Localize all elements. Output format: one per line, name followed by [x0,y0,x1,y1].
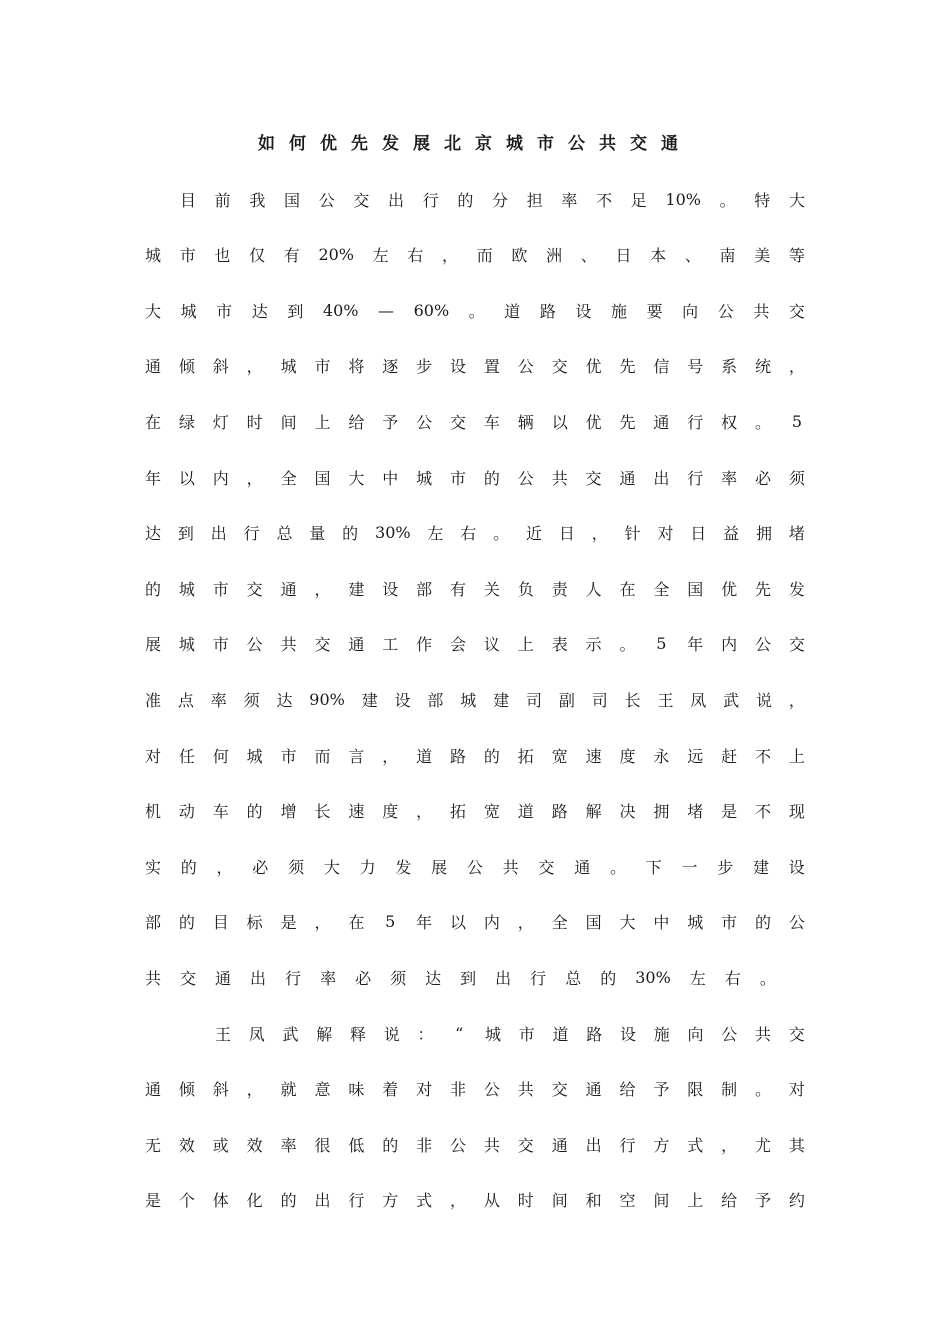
text-line: 准 点 率 须 达 90% 建 设 部 城 建 司 副 司 长 王 凤 武 说 ， [145,689,805,710]
text-line: 共 交 通 出 行 率 必 须 达 到 出 行 总 的 30% 左 右 。 [145,967,776,988]
text-line: 实 的 ， 必 须 大 力 发 展 公 共 交 通 。 下 一 步 建 设 [145,857,805,877]
text-line: 机 动 车 的 增 长 速 度 ， 拓 宽 道 路 解 决 拥 堵 是 不 现 [145,802,805,822]
text-line: 通 倾 斜 ， 城 市 将 逐 步 设 置 公 交 优 先 信 号 系 统 ， [145,357,805,377]
text-line: 的 城 市 交 通 ， 建 设 部 有 关 负 责 人 在 全 国 优 先 发 [145,579,805,599]
text-line: 是 个 体 化 的 出 行 方 式 ， 从 时 间 和 空 间 上 给 予 约 [145,1191,805,1211]
text-line: 展 城 市 公 共 交 通 工 作 会 议 上 表 示 。 5 年 内 公 交 [145,634,805,655]
document-title: 如何优先发展北京城市公共交通 [258,134,692,154]
text-line: 无 效 或 效 率 很 低 的 非 公 共 交 通 出 行 方 式 ， 尤 其 [145,1135,805,1155]
text-line: 达 到 出 行 总 量 的 30% 左 右 。 近 日 ， 针 对 日 益 拥 堵 [145,523,805,544]
text-line: 大 城 市 达 到 40% — 60% 。 道 路 设 施 要 向 公 共 交 [145,300,805,321]
text-line: 通 倾 斜 ， 就 意 味 着 对 非 公 共 交 通 给 予 限 制 。 对 [145,1080,805,1100]
text-line: 在 绿 灯 时 间 上 给 予 公 交 车 辆 以 优 先 通 行 权 。 5 [145,411,803,432]
text-line: 部 的 目 标 是 ， 在 5 年 以 内 ， 全 国 大 中 城 市 的 公 [145,912,805,933]
text-line: 年 以 内 ， 全 国 大 中 城 市 的 公 共 交 通 出 行 率 必 须 [145,468,805,488]
text-line: 王 凤 武 解 释 说 ： “ 城 市 道 路 设 施 向 公 共 交 [215,1023,805,1044]
text-line: 目 前 我 国 公 交 出 行 的 分 担 率 不 足 10% 。 特 大 [180,189,805,210]
text-line: 城 市 也 仅 有 20% 左 右 ， 而 欧 洲 、 日 本 、 南 美 等 [145,245,805,266]
text-line: 对 任 何 城 市 而 言 ， 道 路 的 拓 宽 速 度 永 远 赶 不 上 [145,746,805,766]
